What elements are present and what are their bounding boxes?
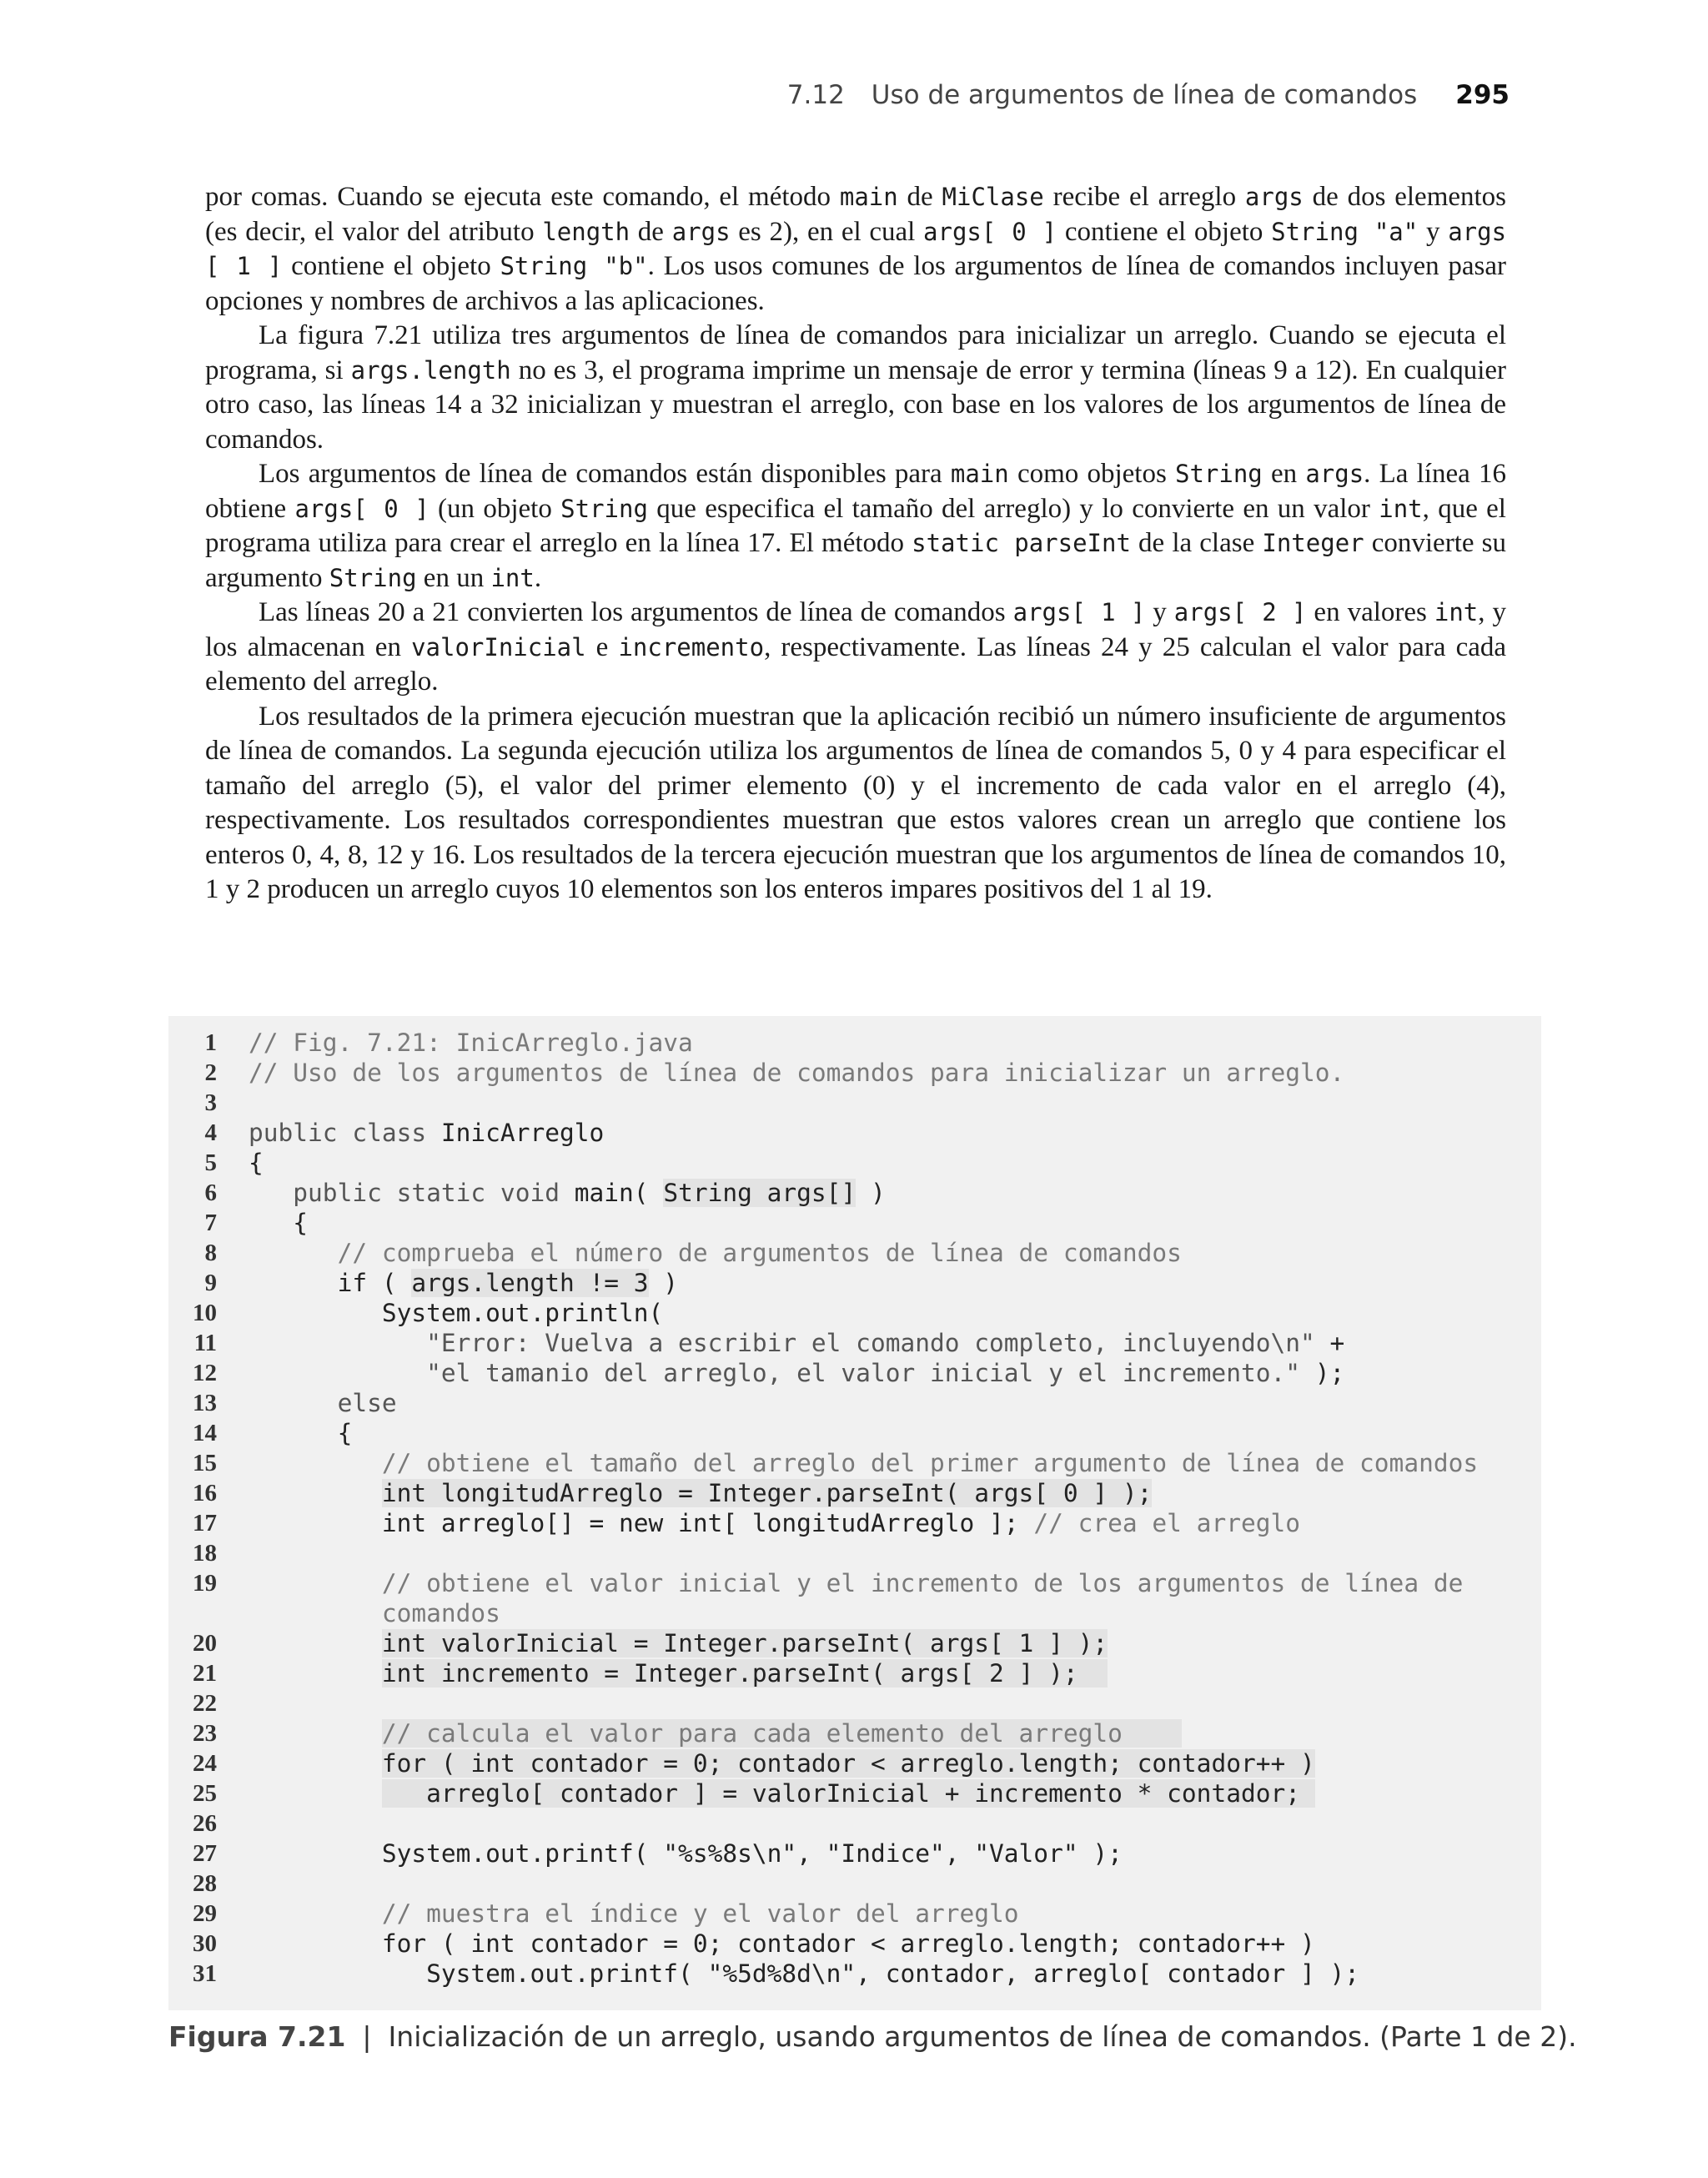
code-token	[249, 1479, 382, 1507]
inline-code: int	[490, 563, 535, 592]
text-run: en valores	[1306, 597, 1434, 627]
line-number: 24	[193, 1750, 217, 1777]
inline-code: String	[329, 563, 417, 592]
text-run: en	[1262, 459, 1306, 489]
code-text	[249, 1508, 1300, 1538]
inline-code: args	[671, 217, 731, 246]
code-text	[249, 1298, 663, 1328]
code-token: // obtiene el valor inicial y el incremento de los argumentos de línea de	[249, 1569, 1464, 1597]
code-text	[249, 1748, 1315, 1778]
paragraph	[205, 180, 1506, 319]
code-token: // Fig. 7.21: InicArreglo.java	[249, 1029, 693, 1057]
line-number: 29	[193, 1900, 217, 1927]
line-number: 1	[204, 1029, 217, 1056]
section-title: Uso de argumentos de línea de comandos	[871, 80, 1418, 110]
code-token: args.length != 3	[411, 1269, 649, 1297]
line-number: 4	[204, 1119, 217, 1146]
code-token: System.out.printf( "%5d%8d\n", contador, arreglo[ contador ] );	[249, 1959, 1360, 1988]
code-token: // obtiene el tamaño del arreglo del primer argumento de línea de comandos	[249, 1449, 1479, 1477]
inline-code: Integer	[1262, 529, 1364, 557]
code-token: else	[249, 1389, 397, 1417]
text-run: de la clase	[1130, 528, 1263, 558]
line-number: 7	[204, 1210, 217, 1236]
caption-text: Inicialización de un arreglo, usando argumentos de línea de comandos. (Parte 1 de 2).	[388, 2020, 1577, 2053]
code-token: )	[648, 1269, 679, 1297]
text-run: en un	[416, 562, 491, 593]
figure-label: Figura 7.21	[168, 2020, 346, 2053]
inline-code: static parseInt	[912, 529, 1131, 557]
code-token: int valorInicial = Integer.parseInt( args[ 1 ] );	[381, 1629, 1108, 1657]
text-run: de	[897, 182, 942, 212]
text-run: como objetos	[1008, 459, 1175, 489]
text-run: (un objeto	[429, 493, 561, 524]
code-token: comandos	[249, 1599, 500, 1627]
paragraph	[205, 700, 1506, 908]
line-number: 17	[193, 1510, 217, 1537]
section-number: 7.12	[786, 80, 845, 110]
text-run: y	[1418, 216, 1449, 247]
line-number: 28	[193, 1870, 217, 1897]
code-text	[249, 1628, 1108, 1658]
code-text	[249, 1959, 1359, 1989]
inline-code: args[ 2 ]	[1173, 598, 1307, 626]
line-number: 11	[193, 1330, 217, 1356]
code-token: for ( int contador = 0; contador < arreglo.length; contador++ )	[249, 1929, 1315, 1958]
line-number: 2	[204, 1059, 217, 1086]
inline-code: args	[1305, 460, 1364, 488]
text-run: que especifica el tamaño del arreglo) y lo convierte en un valor	[647, 493, 1379, 524]
code-token	[249, 1719, 382, 1748]
paragraph	[205, 457, 1506, 596]
code-token: // crea el arreglo	[1033, 1509, 1301, 1537]
inline-code: main	[950, 460, 1009, 488]
code-token: int longitudArreglo = Integer.parseInt( args[ 0 ] );	[381, 1479, 1153, 1507]
line-number: 10	[193, 1300, 217, 1326]
text-run: de	[630, 216, 672, 247]
code-token: main(	[574, 1179, 664, 1207]
code-token: if (	[249, 1269, 412, 1297]
inline-code: main	[839, 183, 898, 211]
text-run: por comas. Cuando se ejecuta este comando, el método	[205, 182, 840, 212]
figure-caption	[168, 2020, 1577, 2053]
text-run: Los argumentos de línea de comandos están disponibles para	[259, 459, 951, 489]
code-token: InicArreglo	[440, 1119, 605, 1147]
code-text	[249, 1598, 500, 1628]
text-run: e	[585, 631, 619, 662]
code-token	[249, 1749, 382, 1778]
text-run: y	[1145, 597, 1174, 627]
inline-code: String	[560, 494, 648, 523]
code-text	[249, 1208, 308, 1238]
code-token: // calcula el valor para cada elemento del arreglo	[381, 1719, 1182, 1748]
text-run: de dos elementos (es decir, el valor del atributo	[205, 182, 1507, 247]
code-text	[249, 1148, 264, 1178]
inline-code: String "b"	[500, 252, 648, 280]
line-number: 3	[204, 1089, 217, 1116]
running-head	[787, 80, 1510, 110]
code-token: "Error: Vuelva a escribir el comando completo, incluyendo\n"	[249, 1329, 1315, 1357]
code-text	[249, 1568, 1463, 1598]
code-text	[249, 1718, 1182, 1748]
line-number: 12	[193, 1360, 217, 1386]
code-token: System.out.printf( "%s%8s\n", "Indice", "Valor" );	[249, 1839, 1123, 1868]
line-number: 25	[193, 1780, 217, 1807]
code-token: for ( int contador = 0; contador < arreglo.length; contador++ )	[381, 1749, 1315, 1778]
inline-code: args	[1244, 183, 1304, 211]
code-token: public static void	[249, 1179, 575, 1207]
code-token: String args[]	[663, 1179, 857, 1207]
code-token: )	[856, 1179, 886, 1207]
code-token: System.out.println(	[249, 1299, 664, 1327]
text-run: contiene el objeto	[282, 251, 500, 281]
caption-separator: |	[362, 2020, 372, 2053]
code-token: {	[249, 1419, 353, 1447]
inline-code: int	[1434, 598, 1479, 626]
code-text	[249, 1418, 352, 1448]
inline-code: args.length	[350, 355, 511, 385]
code-token: "el tamanio del arreglo, el valor inicial y el incremento."	[249, 1359, 1300, 1387]
code-token: int incremento = Integer.parseInt( args[ 2 ] );	[381, 1659, 1108, 1688]
code-text	[249, 1778, 1315, 1808]
inline-code: String	[1175, 460, 1263, 488]
code-text	[249, 1929, 1315, 1959]
inline-code: length	[542, 217, 630, 246]
text-run: Los resultados de la primera ejecución muestran que la aplicación recibió un número insuficiente de argumentos de línea de comandos. La segunda ejecución utiliza los argumentos de línea de comandos 5, 0 y 4 para especificar el tamaño del arreglo (5), el valor del primer elemento (0) y el incremento de cada valor en el arreglo (4), respectivamente. Los resultados correspondientes muestran que estos valores crean un arreglo que contiene los enteros 0, 4, 8, 12 y 16. Los resultados de la tercera ejecución muestran que los argumentos de línea de comandos 10, 1 y 2 producen un arreglo cuyos 10 elementos son los enteros impares positivos del 1 al 19.	[205, 701, 1506, 904]
text-run: , y los almacenan en	[205, 597, 1507, 662]
inline-code: valorInicial	[411, 632, 586, 661]
text-run: convierte su argumento	[205, 528, 1506, 593]
code-token: );	[1300, 1359, 1345, 1387]
code-text	[249, 1178, 886, 1208]
text-run: es 2), en el cual	[730, 216, 924, 247]
code-token: // muestra el índice y el valor del arreglo	[249, 1899, 1019, 1928]
code-token: int arreglo[] = new int[ longitudArreglo ];	[249, 1509, 1034, 1537]
line-number: 31	[193, 1960, 217, 1987]
text-run: no es 3, el programa imprime un mensaje de error y termina (líneas 9 a 12). En cualquier otro caso, las líneas 14 a 32 inicializan y muestran el arreglo, con base en los valores de los argumentos de línea de comandos.	[205, 355, 1507, 455]
code-text	[249, 1028, 693, 1058]
line-number: 18	[193, 1540, 217, 1567]
text-run: . La línea 16 obtiene	[205, 459, 1506, 524]
code-text	[249, 1268, 678, 1298]
code-token: // Uso de los argumentos de línea de comandos para inicializar un arreglo.	[249, 1059, 1345, 1087]
inline-code: args [ 1 ]	[205, 217, 1507, 280]
code-token	[249, 1779, 382, 1808]
code-text	[249, 1388, 397, 1418]
code-text	[249, 1838, 1123, 1869]
paragraph	[205, 319, 1506, 457]
text-run: contiene el objeto	[1057, 216, 1272, 247]
line-number: 13	[193, 1390, 217, 1416]
code-token	[249, 1659, 382, 1688]
inline-code: args[ 1 ]	[1012, 598, 1146, 626]
code-token: arreglo[ contador ] = valorInicial + incremento * contador;	[381, 1779, 1315, 1808]
code-token: // comprueba el número de argumentos de línea de comandos	[249, 1239, 1182, 1267]
code-text	[249, 1058, 1344, 1088]
text-run: , que el programa utiliza para crear el arreglo en la línea 17. El método	[205, 493, 1506, 558]
line-number: 22	[193, 1690, 217, 1717]
code-text	[249, 1658, 1108, 1688]
line-number: 27	[193, 1840, 217, 1867]
inline-code: args[ 0 ]	[294, 494, 430, 523]
inline-code: args[ 0 ]	[923, 217, 1057, 246]
text-run: recibe el arreglo	[1043, 182, 1245, 212]
inline-code: String "a"	[1271, 217, 1419, 246]
body-text	[205, 180, 1506, 908]
paragraph	[205, 596, 1506, 700]
code-text	[249, 1899, 1019, 1929]
line-number: 16	[193, 1480, 217, 1506]
code-text	[249, 1358, 1344, 1388]
line-number: 19	[193, 1570, 217, 1597]
line-number: 30	[193, 1930, 217, 1957]
line-number: 20	[193, 1630, 217, 1657]
code-token: {	[249, 1149, 264, 1177]
line-number: 14	[193, 1420, 217, 1446]
code-listing	[168, 1016, 1541, 2010]
line-number: 8	[204, 1240, 217, 1266]
line-number: 21	[193, 1660, 217, 1687]
inline-code: MiClase	[942, 183, 1044, 211]
text-run: Las líneas 20 a 21 convierten los argumentos de línea de comandos	[259, 597, 1013, 627]
line-number: 23	[193, 1720, 217, 1747]
line-number: 15	[193, 1450, 217, 1476]
inline-code: incremento	[618, 632, 765, 661]
line-number: 5	[204, 1149, 217, 1176]
text-run: . Los usos comunes de los argumentos de línea de comandos incluyen pasar opciones y nombres de archivos a las aplicaciones.	[205, 251, 1506, 316]
page-number: 295	[1455, 80, 1510, 110]
text-run: .	[534, 562, 542, 593]
line-number: 9	[204, 1270, 217, 1296]
line-number: 6	[204, 1180, 217, 1206]
code-text	[249, 1448, 1478, 1478]
line-number: 26	[193, 1810, 217, 1837]
code-token: public class	[249, 1119, 441, 1147]
code-text	[249, 1328, 1344, 1358]
code-text	[249, 1118, 604, 1148]
code-text	[249, 1478, 1152, 1508]
code-token: +	[1314, 1329, 1345, 1357]
code-token	[249, 1629, 382, 1657]
code-token: {	[249, 1209, 309, 1237]
text-run: La figura 7.21 utiliza tres argumentos de línea de comandos para inicializar un arreglo. Cuando se ejecuta el programa, si	[205, 320, 1506, 385]
text-run: , respectivamente. Las líneas 24 y 25 calculan el valor para cada elemento del arreglo.	[205, 631, 1507, 697]
code-text	[249, 1238, 1182, 1268]
inline-code: int	[1379, 494, 1423, 523]
